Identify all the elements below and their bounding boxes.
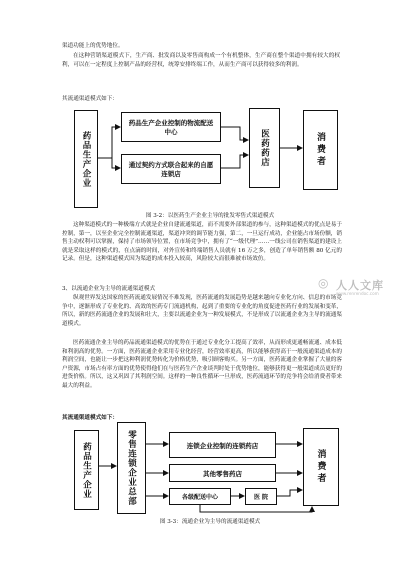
chain-hq-box: 零售连锁企业总部 xyxy=(117,422,146,514)
figure-3-2-caption: 图 3-2：以医药生产企业主导的批发零售式渠道模式 xyxy=(145,213,275,219)
intro-mode-line: 其流通渠道模式如下： xyxy=(62,96,118,102)
chain-store-box: 连锁企业控制的连锁药店 xyxy=(169,432,276,458)
watermark-mark-icon: ◎ xyxy=(318,276,329,290)
hospital-box: 医 院 xyxy=(245,488,277,505)
figure-3-3-caption: 图 3-3：流通企业为主导的流通渠道模式 xyxy=(159,519,261,525)
mode-line-2: 其流通渠道模式如下： xyxy=(62,415,118,421)
intro-line: 渠道功能上的优势地位。 xyxy=(62,43,124,49)
consumer-box-2: 消费者 xyxy=(303,428,339,506)
logistics-center-box: 药品生产企业控制的物流配送中心 xyxy=(121,112,221,142)
producer-box-2: 药品生产企业 xyxy=(74,430,99,510)
consumer-box-1: 消费者 xyxy=(303,110,338,190)
arrow-hospital-to-consumer xyxy=(277,490,302,496)
distribution-center-box: 各级配送中心 xyxy=(169,488,231,505)
producer-box: 药品生产企业 xyxy=(74,110,98,208)
body-paragraph-3: 医药流通企业主导的药品流通渠道模式的优势在于通过专业化分工提高了效率，从而形成更通畅流通、成本低和利润高的优势。一方面，医药流通企业采用专业化经营，经营效率更高，所以能够获得高于一般流通渠道成本的利润空间，也能让一步把这种利润优势转化为价格优势，吸引顾客购买。另一方面，医药流通企业掌握了大量的客户资源，市场占有率方面的优势使得他们在与医药生产企业谈判时处于优势地位，能够获得更一般渠道成员更好的进货价格。所以，这又巩固了其利润空间。这样的一种良性循环一旦形成，医药流通环节的竞争将会给消费者带来最大的利益。 xyxy=(62,340,342,389)
voluntary-chain-box: 通过契约方式联合起来的自愿连锁店 xyxy=(121,154,221,184)
other-pharmacy-box: 其他零售药店 xyxy=(169,464,276,482)
arrow-distribution-loop xyxy=(200,505,312,512)
body-paragraph-1: 这种渠道模式的一种极端方式就是企业自建流通渠道，而不需要外部渠道的参与，这种渠道模式的优点是易于控制，第一，以至企业完全控制流通渠道，渠道冲突的调节能力强，第二，一旦运行成功，企业能占市场份额，销售主动权利可以掌握，保持了市场领导位置，在市场竞争中，拥有了“一级代理”……一线公司在销售渠道的建设上就是采取这样的模式的，在点滴的时间，对外宣传和终端销售人员就有 16 万之多，创造了单年销售额 80 亿元的记录。但是，这种渠道模式因为渠道的成本投入较高，风险较大而很难被市场效仿。 xyxy=(62,222,342,262)
pharmacy-box: 医药药店 xyxy=(249,108,280,188)
watermark-logo: 人人文库 xyxy=(336,279,384,292)
section-heading-3: 3、以流通企业为主导的流通渠道模式 xyxy=(62,286,156,292)
body-paragraph-2: 纵观世界发达国家的医药流通发展情况不难发现，医药流通的发展趋势是越来越向专业化方向、信息的市场竞争中，逐渐形成了专业化的、高效的医药专门流通机构，起到了重要的专业化的角度促进医药行业的发展和变革，所以，新的医药流通企业的发展和壮大，主要以流通企业为一种发展模式，不是形成了以流通企业为主导的流通渠道模式。 xyxy=(62,295,342,327)
intro-paragraph: 在这种营销渠道模式下，生产商、批发商以及零售商构成一个有机整体，生产商在整个渠道中拥有较大的权利，可以在一定程度上控制产品的经营权，统筹安排终端工作，从而生产商可以获得较多的利润。 xyxy=(62,53,340,68)
watermark-url: www.renrendoc.com xyxy=(336,291,379,296)
